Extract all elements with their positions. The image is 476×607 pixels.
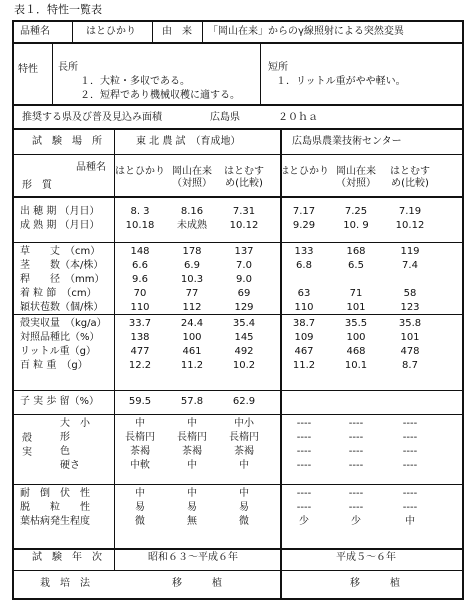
table-cell: 10.2 — [232, 360, 256, 371]
table-cell: 少 — [299, 516, 309, 527]
demerit-1: １．リットル重がやや軽い。 — [276, 76, 406, 87]
table-cell: 9.0 — [236, 274, 252, 285]
years-label: 試 験 年 次 — [32, 552, 102, 563]
row-label: リットル重（g） — [20, 346, 96, 357]
table-cell: 477 — [130, 346, 150, 357]
table-cell: 11.2 — [180, 360, 204, 371]
table-cell: 178 — [182, 246, 202, 257]
table-cell: 中 — [135, 418, 145, 429]
table-cell: 35.4 — [232, 318, 256, 329]
table-cell: ---- — [348, 446, 364, 457]
table-cell: 長楕円 — [229, 432, 259, 443]
table-cell: 110 — [130, 302, 150, 313]
table-cell: 62.9 — [232, 396, 256, 407]
row-label: 対照品種比（%） — [20, 332, 100, 343]
divider — [152, 20, 153, 42]
row-label: 色 — [60, 446, 70, 457]
table-cell: 中 — [239, 488, 249, 499]
row-label: 大 小 — [60, 418, 90, 429]
divider — [12, 42, 464, 44]
variety-value: はとひかり — [86, 26, 136, 37]
table-cell: 8.7 — [402, 360, 418, 371]
divider — [12, 314, 464, 315]
table-cell: ---- — [348, 432, 364, 443]
variety-label: 品種名 — [20, 26, 50, 37]
table-cell: 461 — [182, 346, 202, 357]
row-label: 耐 倒 伏 性 — [20, 488, 90, 499]
divider — [52, 44, 53, 104]
column-header: はとむす め(比較) — [224, 166, 264, 189]
table-cell: 57.8 — [180, 396, 204, 407]
row-label: 草 丈 （cm） — [20, 246, 101, 257]
site-label: 試 験 場 所 — [32, 136, 102, 147]
table-cell: ---- — [348, 488, 364, 499]
divider — [72, 20, 73, 42]
row-label: 子 実 歩 留（%） — [20, 396, 100, 407]
table-cell: ---- — [402, 446, 418, 457]
divider — [12, 104, 464, 106]
table-cell: 10. 9 — [343, 220, 369, 231]
table-cell: 12.2 — [128, 360, 152, 371]
row-label: 茎 数（本/株） — [20, 260, 104, 271]
table-cell: 無 — [187, 516, 197, 527]
table-cell: 9.29 — [292, 220, 316, 231]
method-label: 栽 培 法 — [40, 578, 90, 589]
table-cell: ---- — [348, 460, 364, 471]
table-cell: 微 — [135, 516, 145, 527]
table-cell: 38.7 — [292, 318, 316, 329]
divider — [12, 414, 464, 415]
table-cell: 中 — [405, 516, 415, 527]
column-header: はとむす め(比較) — [390, 166, 430, 189]
table-cell: 100 — [346, 332, 366, 343]
grain-side-label: 殻 実 — [22, 433, 32, 458]
spread-pref: 広島県 — [210, 112, 240, 123]
table-cell: 7.4 — [402, 260, 418, 271]
table-cell: 9.6 — [132, 274, 148, 285]
table-cell: 100 — [182, 332, 202, 343]
table-cell: 145 — [234, 332, 254, 343]
table-cell: 7.17 — [292, 206, 316, 217]
divider — [12, 242, 464, 243]
table-cell: 59.5 — [128, 396, 152, 407]
method-site2: 移 植 — [350, 578, 400, 589]
table-cell: ---- — [296, 432, 312, 443]
table-cell: 未成熟 — [177, 220, 207, 231]
divider — [12, 196, 464, 198]
column-header: 岡山在来 （対照） — [336, 166, 376, 189]
table-cell: ---- — [402, 418, 418, 429]
table-cell: 6.5 — [348, 260, 364, 271]
table-cell: 易 — [187, 502, 197, 513]
table-cell: 24.4 — [180, 318, 204, 329]
table-cell: ---- — [296, 502, 312, 513]
table-cell: 10.12 — [395, 220, 425, 231]
method-site1: 移 植 — [172, 578, 222, 589]
table-cell: 11.2 — [292, 360, 316, 371]
table-cell: 109 — [294, 332, 314, 343]
row-label: 硬さ — [60, 460, 80, 471]
table-cell: 71 — [349, 288, 363, 299]
table-cell: ---- — [348, 502, 364, 513]
table-cell: 易 — [239, 502, 249, 513]
table-cell: 6.6 — [132, 260, 148, 271]
table-cell: 長楕円 — [125, 432, 155, 443]
row-label: 着 粒 節 （cm） — [20, 288, 97, 299]
table-cell: 35.5 — [344, 318, 368, 329]
table-cell: 中 — [187, 460, 197, 471]
years-site2: 平成５～６年 — [336, 552, 396, 563]
table-cell: 中軟 — [130, 460, 150, 471]
merit-2: ２．短稈であり機械収穫に適する。 — [80, 90, 240, 101]
table-cell: 茶褐 — [182, 446, 202, 457]
table-cell: 33.7 — [128, 318, 152, 329]
table-cell: 478 — [400, 346, 420, 357]
row-label: 形 — [60, 432, 70, 443]
table-cell: 長楕円 — [177, 432, 207, 443]
table-cell: 77 — [185, 288, 199, 299]
table-cell: ---- — [402, 488, 418, 499]
origin-label: 由 来 — [162, 26, 192, 37]
table-cell: 123 — [400, 302, 420, 313]
table-cell: ---- — [296, 460, 312, 471]
table-cell: 中小 — [234, 418, 254, 429]
table-cell: 35.8 — [398, 318, 422, 329]
origin-value: 「岡山在来」からのγ線照射による突然変異 — [208, 26, 404, 37]
demerit-label: 短所 — [268, 62, 288, 73]
table-cell: ---- — [296, 446, 312, 457]
merit-label: 長所 — [58, 62, 78, 73]
table-cell: ---- — [402, 460, 418, 471]
row-label: 出 穂 期 （月日） — [20, 206, 100, 217]
table-cell: 138 — [130, 332, 150, 343]
table-cell: 137 — [234, 246, 254, 257]
column-header: はとひかり — [279, 166, 329, 177]
table-title: 表１．特性一覧表 — [14, 3, 102, 16]
table-cell: 168 — [346, 246, 366, 257]
table-cell: ---- — [296, 418, 312, 429]
years-site1: 昭和６３～平成６年 — [148, 552, 238, 563]
table-cell: 7.25 — [344, 206, 368, 217]
table-cell: 10.12 — [229, 220, 259, 231]
table-cell: 10.3 — [180, 274, 204, 285]
row-label: 葉枯病発生程度 — [20, 516, 90, 527]
divider — [260, 44, 261, 104]
table-cell: 7.19 — [398, 206, 422, 217]
table-cell: ---- — [348, 418, 364, 429]
table-cell: 茶褐 — [234, 446, 254, 457]
table-cell: 少 — [351, 516, 361, 527]
table-cell: 微 — [239, 516, 249, 527]
divider — [12, 390, 464, 391]
table-cell: 129 — [234, 302, 254, 313]
table-cell: 468 — [346, 346, 366, 357]
table-cell: 69 — [237, 288, 251, 299]
row-label: 成 熟 期 （月日） — [20, 220, 100, 231]
table-cell: 中 — [187, 418, 197, 429]
table-cell: 易 — [135, 502, 145, 513]
table-cell: 133 — [294, 246, 314, 257]
traits-label: 特性 — [18, 64, 38, 75]
table-cell: 7.0 — [236, 260, 252, 271]
table-cell: 6.8 — [296, 260, 312, 271]
table-cell: 58 — [403, 288, 417, 299]
table-cell: 6.9 — [184, 260, 200, 271]
table-cell: ---- — [402, 502, 418, 513]
column-header: 岡山在来 （対照） — [172, 166, 212, 189]
trait-col-label: 形 質 — [22, 180, 52, 191]
spread-label: 推奨する県及び普及見込み面積 — [22, 112, 162, 123]
table-cell: 10.1 — [344, 360, 368, 371]
row-label: 脱 粒 性 — [20, 502, 90, 513]
table-cell: 467 — [294, 346, 314, 357]
table-cell: 8.16 — [180, 206, 204, 217]
table-cell: 中 — [239, 460, 249, 471]
merit-1: １．大粒・多収である。 — [80, 76, 190, 87]
row-label: 殻実収量 （kg/a） — [20, 318, 107, 329]
table-cell: 中 — [187, 488, 197, 499]
table-cell: 110 — [294, 302, 314, 313]
divider — [12, 484, 464, 485]
table-cell: ---- — [296, 488, 312, 499]
table-cell: 112 — [182, 302, 202, 313]
row-label: 穎状苞数（個/株） — [20, 302, 104, 313]
table-cell: 7.31 — [232, 206, 256, 217]
spread-area: ２０ｈａ — [278, 112, 318, 123]
variety-col-label: 品種名 — [76, 162, 106, 173]
row-label: 稈 径 （mm） — [20, 274, 105, 285]
table-cell: 492 — [234, 346, 254, 357]
divider — [202, 20, 203, 42]
table-cell: 中 — [135, 488, 145, 499]
divider — [12, 154, 464, 155]
site1-label: 東 北 農 試 （育成地） — [136, 136, 241, 147]
table-cell: 70 — [133, 288, 147, 299]
table-cell: 148 — [130, 246, 150, 257]
row-label: 百 粒 重 （g） — [20, 360, 88, 371]
divider — [12, 548, 464, 550]
table-cell: 8. 3 — [130, 206, 150, 217]
divider — [12, 128, 464, 130]
table-cell: 119 — [400, 246, 420, 257]
table-cell: 63 — [297, 288, 311, 299]
table-cell: 101 — [400, 332, 420, 343]
table-cell: 10.18 — [125, 220, 155, 231]
table-cell: 茶褐 — [130, 446, 150, 457]
site2-label: 広島県農業技術センター — [292, 136, 402, 147]
table-cell: 101 — [346, 302, 366, 313]
divider — [12, 570, 464, 571]
table-cell: ---- — [402, 432, 418, 443]
column-header: はとひかり — [115, 166, 165, 177]
